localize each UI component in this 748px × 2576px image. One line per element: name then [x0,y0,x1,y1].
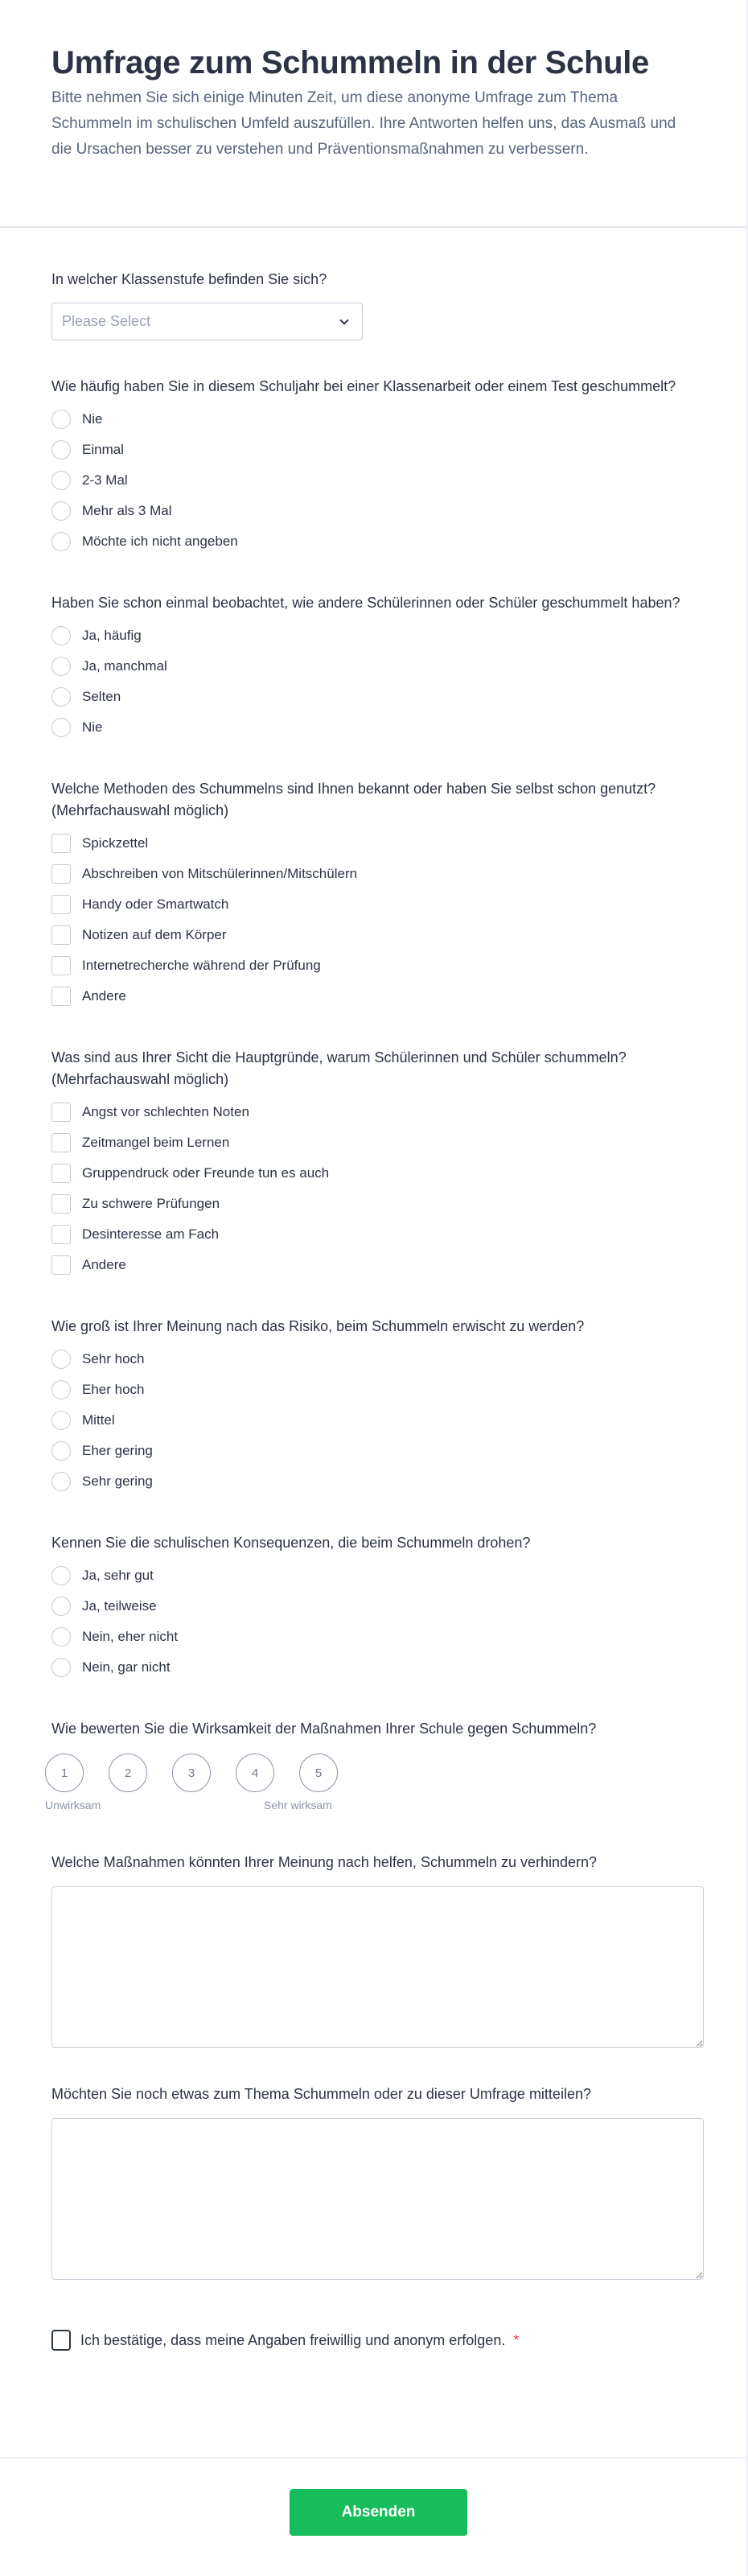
checkbox-option[interactable] [51,1127,695,1158]
radio-option[interactable] [51,496,695,526]
option-label: Internetrecherche während der Prüfung [82,958,321,973]
checkbox[interactable] [51,834,71,853]
radio-button[interactable] [51,1350,71,1369]
option-label: Gruppendruck oder Freunde tun es auch [82,1165,330,1181]
radio-button[interactable] [51,687,71,707]
checkbox[interactable] [51,987,71,1006]
radio-option[interactable] [51,1405,695,1436]
option-label: Nein, gar nicht [82,1659,171,1675]
radio-button[interactable] [51,1597,71,1616]
checkbox-option[interactable] [51,1250,695,1280]
option-label: Ja, teilweise [82,1598,157,1614]
option-label: Mehr als 3 Mal [82,503,172,518]
checkbox-option[interactable] [51,1189,695,1219]
grade-select[interactable] [51,303,363,340]
radio-option[interactable] [51,1622,695,1652]
question-label: In welcher Klassenstufe befinden Sie sich? [51,271,327,287]
option-label: Andere [82,988,126,1004]
radio-button[interactable] [51,440,71,460]
rating-option-5[interactable]: 5 [299,1754,338,1792]
radio-option[interactable] [51,1436,695,1466]
question-label: Kennen Sie die schulischen Konsequenzen, die beim Schummeln drohen? [51,1535,531,1551]
option-label: Zeitmangel beim Lernen [82,1135,230,1150]
checkbox-option[interactable] [51,981,695,1012]
checkbox-option[interactable] [51,1158,695,1189]
radio-option[interactable] [51,1466,695,1497]
form-footer [0,2457,746,2576]
radio-option[interactable] [51,1344,695,1375]
page-title: Umfrage zum Schummeln in der Schule [51,45,649,80]
option-label: Desinteresse am Fach [82,1226,220,1242]
checkbox[interactable] [51,1225,71,1244]
radio-option[interactable] [51,682,695,712]
question-label: Wie groß ist Ihrer Meinung nach das Risiko, beim Schummeln erwischt zu werden? [51,1318,585,1334]
checkbox-option[interactable] [51,1097,695,1127]
question-grade [51,269,695,340]
consent-checkbox[interactable] [51,2330,71,2351]
radio-option[interactable] [51,435,695,465]
radio-button[interactable] [51,410,71,429]
question-label: Wie bewerten Sie die Wirksamkeit der Maßnahmen Ihrer Schule gegen Schummeln? [51,1721,597,1737]
option-label: Abschreiben von Mitschülerinnen/Mitschülern [82,866,358,881]
radio-button[interactable] [51,532,71,551]
question-label: Welche Methoden des Schummelns sind Ihnen bekannt oder haben Sie selbst schon genutzt? (Mehrfachauswahl möglich) [51,781,656,818]
radio-button[interactable] [51,657,71,676]
checkbox[interactable] [51,1103,71,1122]
question-radio [51,376,695,557]
question-radio [51,1532,695,1683]
option-label: 2-3 Mal [82,472,128,488]
question-rating [45,1718,695,1816]
radio-button[interactable] [51,1411,71,1430]
radio-option[interactable] [51,651,695,682]
select-placeholder: Please Select [62,313,151,329]
option-label: Selten [82,689,121,704]
radio-option[interactable] [51,1652,695,1683]
radio-option[interactable] [51,1375,695,1405]
rating-low-label: Unwirksam [45,1799,101,1811]
question-radio [51,592,695,743]
checkbox-option[interactable] [51,859,695,889]
option-label: Sehr gering [82,1473,153,1489]
question-label: Haben Sie schon einmal beobachtet, wie andere Schülerinnen oder Schüler geschummelt haben? [51,595,680,611]
radio-option[interactable] [51,620,695,651]
question-radio [51,1316,695,1497]
question-label: Welche Maßnahmen könnten Ihrer Meinung nach helfen, Schummeln zu verhindern? [51,1854,598,1870]
checkbox[interactable] [51,1164,71,1183]
radio-button[interactable] [51,1658,71,1677]
checkbox-option[interactable] [51,920,695,950]
checkbox-option[interactable] [51,1219,695,1250]
question-checkbox [51,1047,695,1280]
comments-textarea[interactable] [51,2118,704,2280]
submit-button[interactable]: Absenden [290,2489,467,2536]
rating-high-label: Sehr wirksam [264,1799,332,1811]
option-label: Notizen auf dem Körper [82,927,227,942]
rating-option-1[interactable]: 1 [45,1754,84,1792]
option-label: Ja, häufig [82,628,142,643]
option-label: Eher hoch [82,1382,145,1397]
option-label: Spickzettel [82,835,149,851]
radio-button[interactable] [51,1380,71,1399]
option-label: Zu schwere Prüfungen [82,1196,220,1211]
choice-questions [51,376,695,1683]
radio-button[interactable] [51,718,71,737]
consent-label: Ich bestätige, dass meine Angaben freiwillig und anonym erfolgen. [80,2331,506,2348]
radio-option[interactable] [51,465,695,496]
checkbox[interactable] [51,1133,71,1152]
question-comments [51,2083,695,2280]
rating-legend [45,1799,367,1816]
radio-button[interactable] [51,626,71,645]
radio-button[interactable] [51,471,71,490]
radio-option[interactable] [51,712,695,743]
radio-button[interactable] [51,501,71,521]
checkbox[interactable] [51,1194,71,1214]
checkbox[interactable] [51,895,71,914]
question-checkbox [51,778,695,1012]
radio-option[interactable] [51,1591,695,1622]
measures-textarea[interactable] [51,1886,704,2048]
option-label: Nein, eher nicht [82,1629,179,1644]
option-label: Nie [82,719,103,735]
checkbox-option[interactable] [51,828,695,859]
form-description: Bitte nehmen Sie sich einige Minuten Zeit, um diese anonyme Umfrage zum Thema Schummeln im schulischen Umfeld auszufüllen. Ihre Antworten helfen uns, das Ausmaß und die Ursachen besser zu verstehen und Präventionsmaßnahmen zu verbessern. [51,89,676,158]
radio-option[interactable] [51,526,695,557]
rating-option-4[interactable]: 4 [236,1754,274,1792]
question-label: Möchten Sie noch etwas zum Thema Schummeln oder zu dieser Umfrage mitteilen? [51,2086,591,2102]
option-label: Sehr hoch [82,1351,145,1366]
checkbox-option[interactable] [51,950,695,981]
required-asterisk: * [513,2331,520,2348]
option-label: Angst vor schlechten Noten [82,1104,249,1119]
option-label: Einmal [82,442,124,457]
checkbox[interactable] [51,925,71,945]
option-label: Andere [82,1257,126,1272]
rating-option-2[interactable]: 2 [109,1754,147,1792]
checkbox-option[interactable] [51,889,695,920]
radio-button[interactable] [51,1441,71,1461]
radio-button[interactable] [51,1566,71,1585]
option-label: Nie [82,411,103,427]
question-label: Wie häufig haben Sie in diesem Schuljahr bei einer Klassenarbeit oder einem Test geschummelt? [51,378,676,394]
checkbox[interactable] [51,956,71,975]
option-label: Handy oder Smartwatch [82,896,229,912]
radio-button[interactable] [51,1627,71,1647]
rating-scale [45,1754,695,1792]
checkbox[interactable] [51,1255,71,1275]
consent-row [51,2328,695,2352]
option-label: Ja, manchmal [82,658,167,674]
option-label: Mittel [82,1412,115,1428]
option-label: Möchte ich nicht angeben [82,534,238,549]
radio-option[interactable] [51,404,695,435]
question-label: Was sind aus Ihrer Sicht die Hauptgründe, warum Schülerinnen und Schüler schummeln? (Mehrfachauswahl möglich) [51,1049,627,1087]
radio-option[interactable] [51,1560,695,1591]
option-label: Eher gering [82,1443,153,1458]
option-label: Ja, sehr gut [82,1568,154,1583]
rating-option-3[interactable]: 3 [172,1754,211,1792]
chevron-down-icon [339,315,348,324]
checkbox[interactable] [51,864,71,884]
radio-button[interactable] [51,1472,71,1491]
form-header [0,0,746,228]
question-measures [51,1852,695,2048]
survey-form [0,228,746,2352]
